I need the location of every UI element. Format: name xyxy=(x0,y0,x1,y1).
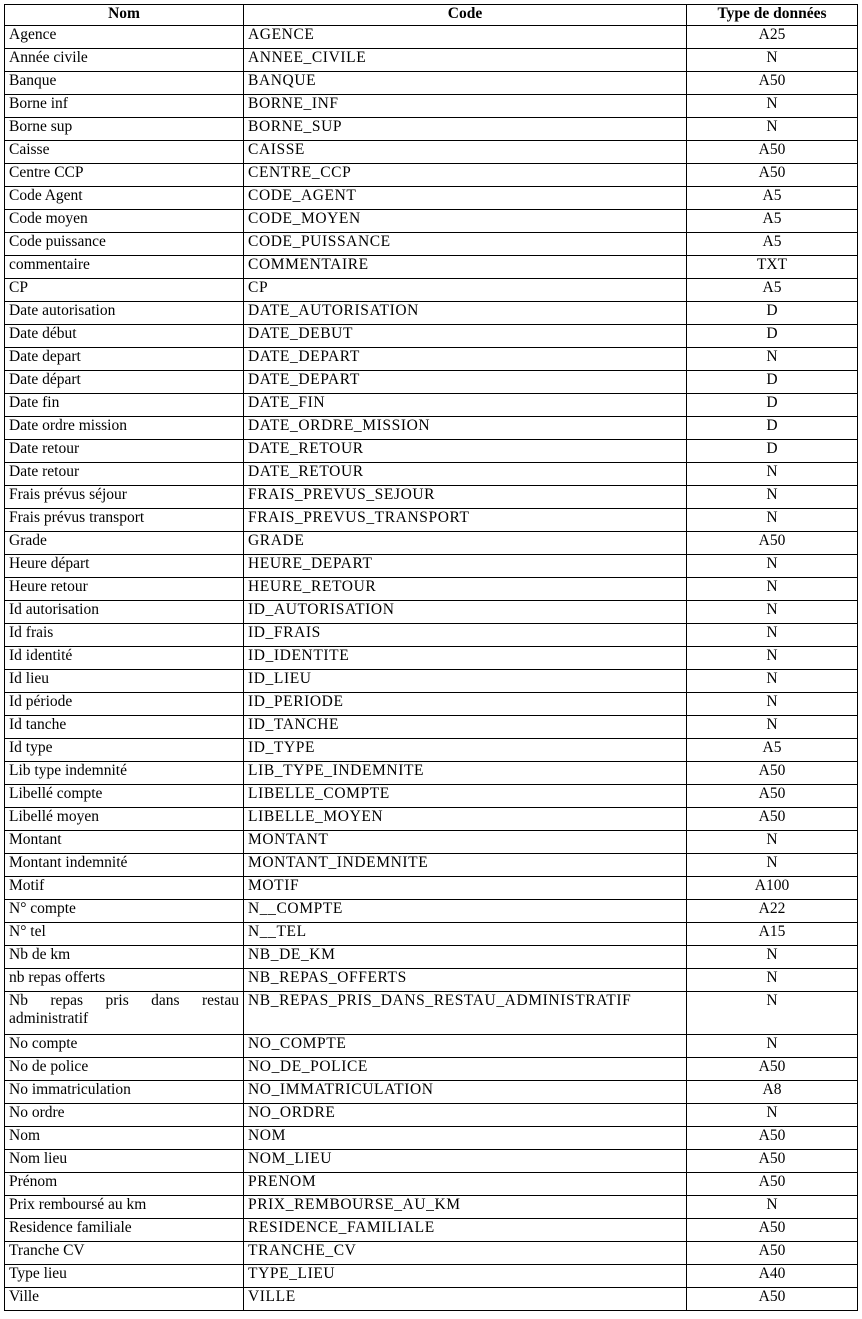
cell-type: A50 xyxy=(687,1173,858,1196)
cell-type: A50 xyxy=(687,808,858,831)
table-row xyxy=(5,969,858,992)
cell-type: A40 xyxy=(687,1265,858,1288)
cell-code: DATE_DEPART xyxy=(244,371,687,394)
cell-type: A50 xyxy=(687,1058,858,1081)
table-row xyxy=(5,877,858,900)
table-row xyxy=(5,1173,858,1196)
cell-type: A100 xyxy=(687,877,858,900)
cell-type: N xyxy=(687,647,858,670)
cell-nom: Année civile xyxy=(5,49,244,72)
table-row xyxy=(5,1288,858,1311)
cell-type: N xyxy=(687,509,858,532)
cell-code: MONTANT xyxy=(244,831,687,854)
cell-code: HEURE_RETOUR xyxy=(244,578,687,601)
cell-code: ID_IDENTITE xyxy=(244,647,687,670)
cell-type: A5 xyxy=(687,739,858,762)
cell-type: A8 xyxy=(687,1081,858,1104)
cell-type: N xyxy=(687,601,858,624)
cell-code: CODE_PUISSANCE xyxy=(244,233,687,256)
cell-code: CENTRE_CCP xyxy=(244,164,687,187)
table-row xyxy=(5,302,858,325)
cell-code: CAISSE xyxy=(244,141,687,164)
cell-code: RESIDENCE_FAMILIALE xyxy=(244,1219,687,1242)
cell-code: CODE_AGENT xyxy=(244,187,687,210)
cell-type: N xyxy=(687,348,858,371)
table-row xyxy=(5,739,858,762)
cell-type: TXT xyxy=(687,256,858,279)
table-row xyxy=(5,1265,858,1288)
cell-type: D xyxy=(687,302,858,325)
table-row xyxy=(5,532,858,555)
cell-nom: Montant indemnité xyxy=(5,854,244,877)
table-row xyxy=(5,716,858,739)
cell-code: LIBELLE_COMPTE xyxy=(244,785,687,808)
table-row xyxy=(5,785,858,808)
cell-nom: Ville xyxy=(5,1288,244,1311)
cell-nom: Nom lieu xyxy=(5,1150,244,1173)
cell-code: DATE_RETOUR xyxy=(244,440,687,463)
cell-type: A50 xyxy=(687,1219,858,1242)
cell-nom: Id lieu xyxy=(5,670,244,693)
cell-nom: Libellé compte xyxy=(5,785,244,808)
cell-nom: Id période xyxy=(5,693,244,716)
table-row xyxy=(5,463,858,486)
table-row xyxy=(5,440,858,463)
table-row xyxy=(5,1081,858,1104)
cell-type: N xyxy=(687,693,858,716)
cell-code: DATE_ORDRE_MISSION xyxy=(244,417,687,440)
cell-nom: Tranche CV xyxy=(5,1242,244,1265)
table-row xyxy=(5,210,858,233)
cell-type: N xyxy=(687,463,858,486)
cell-nom: commentaire xyxy=(5,256,244,279)
table-row xyxy=(5,670,858,693)
cell-nom: Prénom xyxy=(5,1173,244,1196)
cell-code: VILLE xyxy=(244,1288,687,1311)
cell-code: ANNEE_CIVILE xyxy=(244,49,687,72)
table-row xyxy=(5,601,858,624)
cell-code: N__COMPTE xyxy=(244,900,687,923)
table-body xyxy=(5,26,858,1311)
table-row xyxy=(5,279,858,302)
cell-nom: Libellé moyen xyxy=(5,808,244,831)
cell-nom: Borne inf xyxy=(5,95,244,118)
cell-nom: nb repas offerts xyxy=(5,969,244,992)
cell-nom: CP xyxy=(5,279,244,302)
table-row xyxy=(5,509,858,532)
cell-type: A5 xyxy=(687,279,858,302)
table-row xyxy=(5,26,858,49)
cell-type: N xyxy=(687,624,858,647)
cell-type: A50 xyxy=(687,532,858,555)
table-row xyxy=(5,417,858,440)
cell-type: N xyxy=(687,1196,858,1219)
table-row xyxy=(5,141,858,164)
cell-nom: Date fin xyxy=(5,394,244,417)
cell-type: A50 xyxy=(687,141,858,164)
cell-nom: Montant xyxy=(5,831,244,854)
cell-type: N xyxy=(687,578,858,601)
cell-nom: Nb de km xyxy=(5,946,244,969)
cell-code: DATE_RETOUR xyxy=(244,463,687,486)
cell-nom: Borne sup xyxy=(5,118,244,141)
cell-nom: Banque xyxy=(5,72,244,95)
table-row xyxy=(5,808,858,831)
cell-nom: No compte xyxy=(5,1035,244,1058)
cell-nom: No immatriculation xyxy=(5,1081,244,1104)
cell-code: AGENCE xyxy=(244,26,687,49)
cell-type: D xyxy=(687,440,858,463)
cell-code: NOM xyxy=(244,1127,687,1150)
cell-nom: Date départ xyxy=(5,371,244,394)
table-row xyxy=(5,900,858,923)
cell-nom: Prix remboursé au km xyxy=(5,1196,244,1219)
table-row xyxy=(5,624,858,647)
cell-nom: Id frais xyxy=(5,624,244,647)
cell-code: NB_DE_KM xyxy=(244,946,687,969)
cell-code: LIB_TYPE_INDEMNITE xyxy=(244,762,687,785)
table-row xyxy=(5,647,858,670)
cell-type: A50 xyxy=(687,762,858,785)
header-row xyxy=(5,5,858,26)
cell-code: DATE_AUTORISATION xyxy=(244,302,687,325)
cell-nom: Lib type indemnité xyxy=(5,762,244,785)
cell-nom: Code puissance xyxy=(5,233,244,256)
cell-type: A50 xyxy=(687,1150,858,1173)
table-row xyxy=(5,164,858,187)
cell-type: A50 xyxy=(687,1127,858,1150)
table-row xyxy=(5,555,858,578)
cell-code: NO_COMPTE xyxy=(244,1035,687,1058)
cell-nom: Date ordre mission xyxy=(5,417,244,440)
table-row xyxy=(5,325,858,348)
cell-nom: Nom xyxy=(5,1127,244,1150)
cell-type: A5 xyxy=(687,210,858,233)
cell-code: CODE_MOYEN xyxy=(244,210,687,233)
cell-type: A22 xyxy=(687,900,858,923)
cell-nom: Residence familiale xyxy=(5,1219,244,1242)
cell-code: DATE_DEBUT xyxy=(244,325,687,348)
cell-code: FRAIS_PREVUS_TRANSPORT xyxy=(244,509,687,532)
cell-nom: N° compte xyxy=(5,900,244,923)
table-row xyxy=(5,49,858,72)
table-row xyxy=(5,486,858,509)
cell-type: A25 xyxy=(687,26,858,49)
cell-type: N xyxy=(687,1104,858,1127)
table-row xyxy=(5,95,858,118)
cell-code: DATE_DEPART xyxy=(244,348,687,371)
cell-type: D xyxy=(687,417,858,440)
cell-code: ID_PERIODE xyxy=(244,693,687,716)
cell-code: PRIX_REMBOURSE_AU_KM xyxy=(244,1196,687,1219)
column-header-code: Code xyxy=(244,5,687,26)
cell-nom: Heure retour xyxy=(5,578,244,601)
cell-nom: Date depart xyxy=(5,348,244,371)
cell-type: A50 xyxy=(687,1288,858,1311)
cell-type: N xyxy=(687,486,858,509)
cell-code: PRENOM xyxy=(244,1173,687,1196)
cell-code: GRADE xyxy=(244,532,687,555)
cell-nom: Grade xyxy=(5,532,244,555)
table-row xyxy=(5,1219,858,1242)
table-row xyxy=(5,578,858,601)
cell-nom: Centre CCP xyxy=(5,164,244,187)
cell-code: HEURE_DEPART xyxy=(244,555,687,578)
table-row xyxy=(5,992,858,1035)
cell-code: N__TEL xyxy=(244,923,687,946)
cell-type: N xyxy=(687,831,858,854)
cell-type: D xyxy=(687,371,858,394)
cell-code: NO_IMMATRICULATION xyxy=(244,1081,687,1104)
cell-type: A50 xyxy=(687,785,858,808)
cell-code: ID_TYPE xyxy=(244,739,687,762)
cell-nom: No ordre xyxy=(5,1104,244,1127)
cell-type: N xyxy=(687,716,858,739)
cell-code: CP xyxy=(244,279,687,302)
cell-nom: Date retour xyxy=(5,463,244,486)
cell-type: N xyxy=(687,854,858,877)
table-row xyxy=(5,1035,858,1058)
cell-code: NB_REPAS_PRIS_DANS_RESTAU_ADMINISTRATIF xyxy=(244,992,687,1035)
table-row xyxy=(5,946,858,969)
cell-nom: Date autorisation xyxy=(5,302,244,325)
cell-nom: Caisse xyxy=(5,141,244,164)
cell-code: COMMENTAIRE xyxy=(244,256,687,279)
cell-nom: Date retour xyxy=(5,440,244,463)
cell-nom: Date début xyxy=(5,325,244,348)
cell-type: N xyxy=(687,946,858,969)
data-dictionary-table xyxy=(4,4,858,1311)
table-row xyxy=(5,233,858,256)
table-row xyxy=(5,1058,858,1081)
table-row xyxy=(5,118,858,141)
cell-type: N xyxy=(687,118,858,141)
cell-code: BORNE_INF xyxy=(244,95,687,118)
cell-nom: Id identité xyxy=(5,647,244,670)
table-row xyxy=(5,854,858,877)
cell-code: DATE_FIN xyxy=(244,394,687,417)
cell-nom: Heure départ xyxy=(5,555,244,578)
cell-code: TRANCHE_CV xyxy=(244,1242,687,1265)
cell-nom: Motif xyxy=(5,877,244,900)
cell-nom: Code Agent xyxy=(5,187,244,210)
cell-nom: Code moyen xyxy=(5,210,244,233)
cell-type: D xyxy=(687,394,858,417)
cell-type: A50 xyxy=(687,72,858,95)
cell-code: MOTIF xyxy=(244,877,687,900)
cell-nom: Type lieu xyxy=(5,1265,244,1288)
table-row xyxy=(5,1242,858,1265)
cell-nom: Frais prévus transport xyxy=(5,509,244,532)
table-row xyxy=(5,371,858,394)
cell-type: A5 xyxy=(687,187,858,210)
cell-type: A15 xyxy=(687,923,858,946)
cell-type: N xyxy=(687,1035,858,1058)
cell-nom: N° tel xyxy=(5,923,244,946)
table-row xyxy=(5,1127,858,1150)
cell-code: ID_TANCHE xyxy=(244,716,687,739)
cell-type: N xyxy=(687,49,858,72)
cell-code: ID_AUTORISATION xyxy=(244,601,687,624)
column-header-nom: Nom xyxy=(5,5,244,26)
table-row xyxy=(5,923,858,946)
cell-code: NO_ORDRE xyxy=(244,1104,687,1127)
table-row xyxy=(5,394,858,417)
table-row xyxy=(5,1150,858,1173)
column-header-type: Type de données xyxy=(687,5,858,26)
cell-code: BANQUE xyxy=(244,72,687,95)
cell-code: ID_FRAIS xyxy=(244,624,687,647)
table-row xyxy=(5,831,858,854)
table-row xyxy=(5,348,858,371)
cell-code: BORNE_SUP xyxy=(244,118,687,141)
cell-nom: Id type xyxy=(5,739,244,762)
table-row xyxy=(5,187,858,210)
table-row xyxy=(5,1104,858,1127)
cell-type: N xyxy=(687,992,858,1035)
cell-code: TYPE_LIEU xyxy=(244,1265,687,1288)
cell-nom: No de police xyxy=(5,1058,244,1081)
cell-type: A5 xyxy=(687,233,858,256)
table-row xyxy=(5,1196,858,1219)
cell-code: NB_REPAS_OFFERTS xyxy=(244,969,687,992)
table-row xyxy=(5,256,858,279)
cell-nom: Agence xyxy=(5,26,244,49)
cell-nom: Id tanche xyxy=(5,716,244,739)
cell-code: LIBELLE_MOYEN xyxy=(244,808,687,831)
cell-code: FRAIS_PREVUS_SEJOUR xyxy=(244,486,687,509)
table-row xyxy=(5,762,858,785)
cell-type: A50 xyxy=(687,1242,858,1265)
cell-nom: Id autorisation xyxy=(5,601,244,624)
table-row xyxy=(5,72,858,95)
cell-type: N xyxy=(687,95,858,118)
cell-nom: Nb repas pris dans restau administratif xyxy=(5,992,244,1035)
cell-type: A50 xyxy=(687,164,858,187)
cell-type: N xyxy=(687,969,858,992)
cell-code: ID_LIEU xyxy=(244,670,687,693)
table-row xyxy=(5,693,858,716)
cell-code: MONTANT_INDEMNITE xyxy=(244,854,687,877)
cell-type: N xyxy=(687,670,858,693)
cell-type: N xyxy=(687,555,858,578)
cell-nom: Frais prévus séjour xyxy=(5,486,244,509)
cell-code: NOM_LIEU xyxy=(244,1150,687,1173)
cell-type: D xyxy=(687,325,858,348)
cell-code: NO_DE_POLICE xyxy=(244,1058,687,1081)
